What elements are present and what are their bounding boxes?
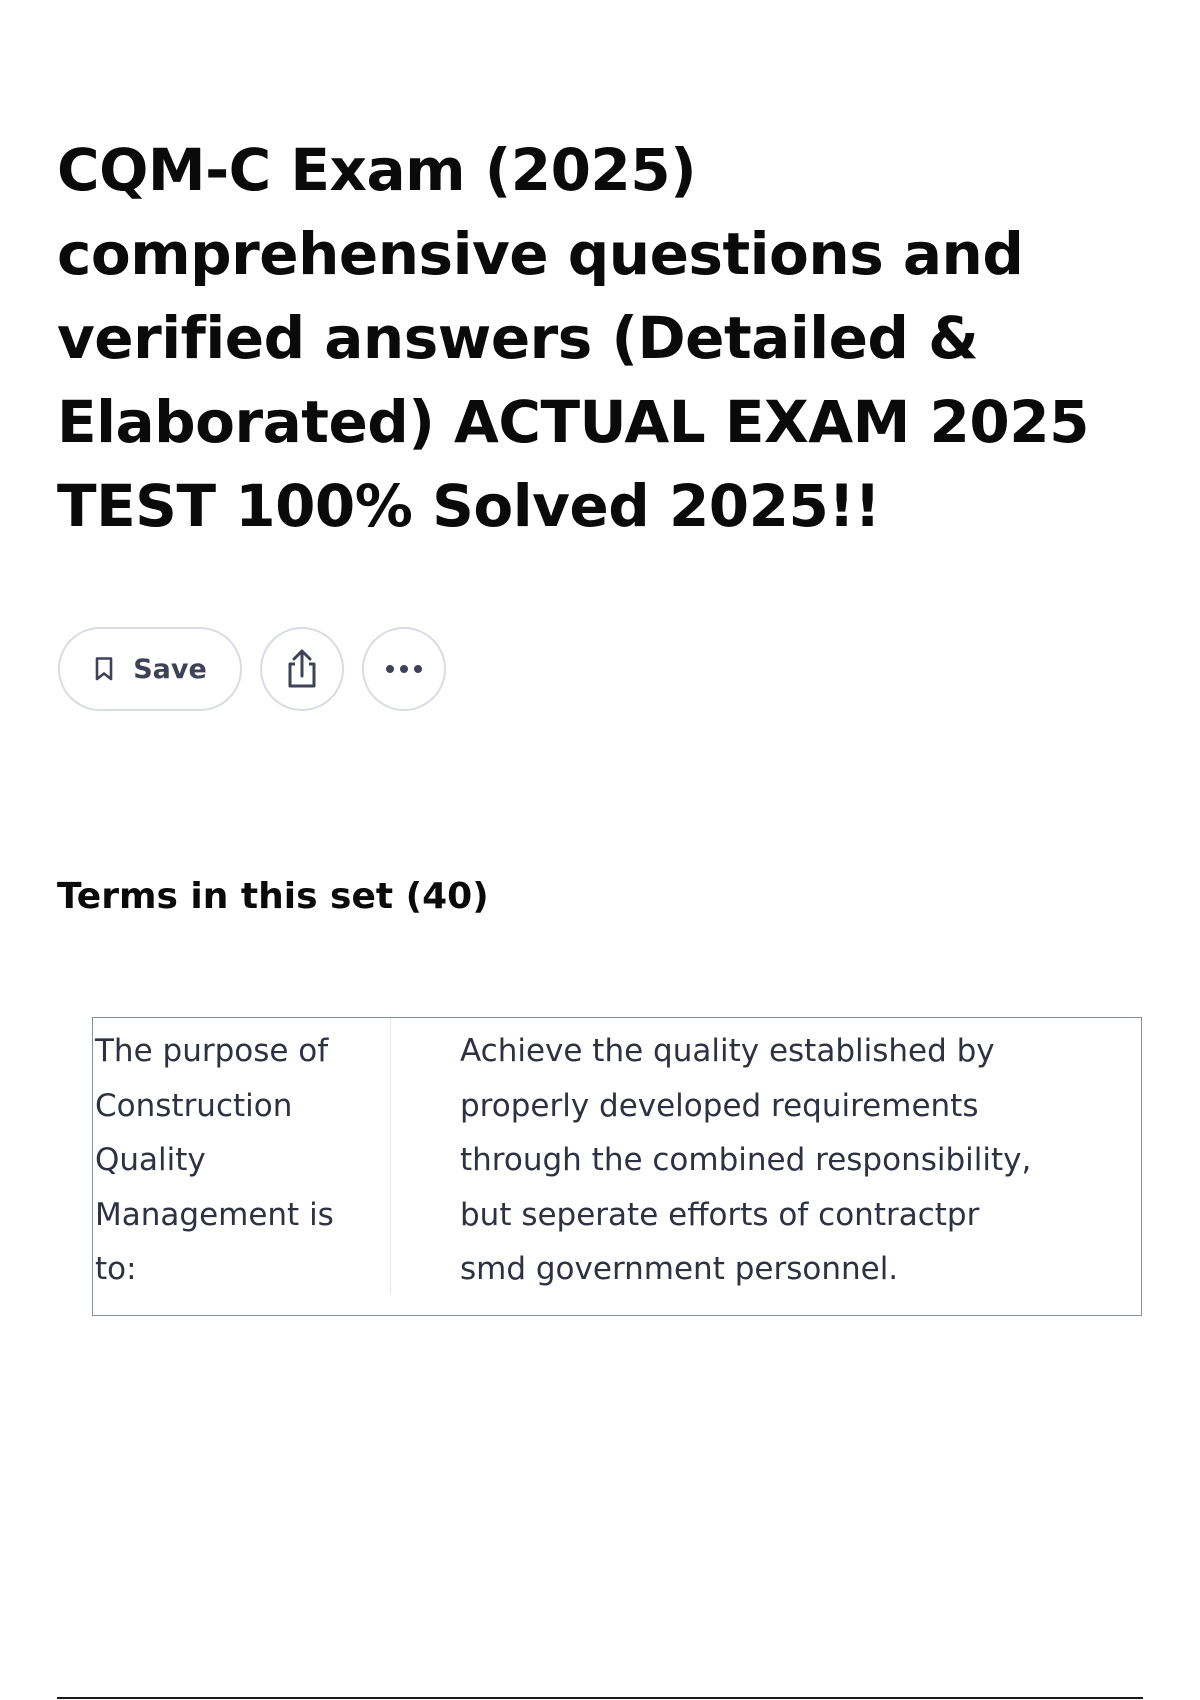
save-button[interactable] [58, 627, 242, 711]
term-card[interactable] [92, 1017, 1142, 1316]
share-button[interactable] [260, 627, 344, 711]
set-actions-toolbar [58, 627, 446, 711]
more-options-button[interactable] [362, 627, 446, 711]
definition-text: Achieve the quality established by properly developed requirements through the combined responsibility, but seperate efforts of contractpr smd government personnel. [460, 1033, 1032, 1287]
divider [57, 1697, 1143, 1699]
page-title: CQM-C Exam (2025) comprehensive questions and verified answers (Detailed & Elaborated) ACTUAL EXAM 2025 TEST 100% Solved 2025!! [57, 136, 1089, 540]
share-icon [283, 648, 321, 690]
bookmark-icon [93, 656, 115, 682]
more-dots-icon [384, 664, 424, 674]
term-text: The purpose of Construction Quality Management is to: [93, 1018, 391, 1294]
save-button-label: Save [133, 653, 207, 685]
terms-count-heading: Terms in this set (40) [57, 876, 489, 917]
